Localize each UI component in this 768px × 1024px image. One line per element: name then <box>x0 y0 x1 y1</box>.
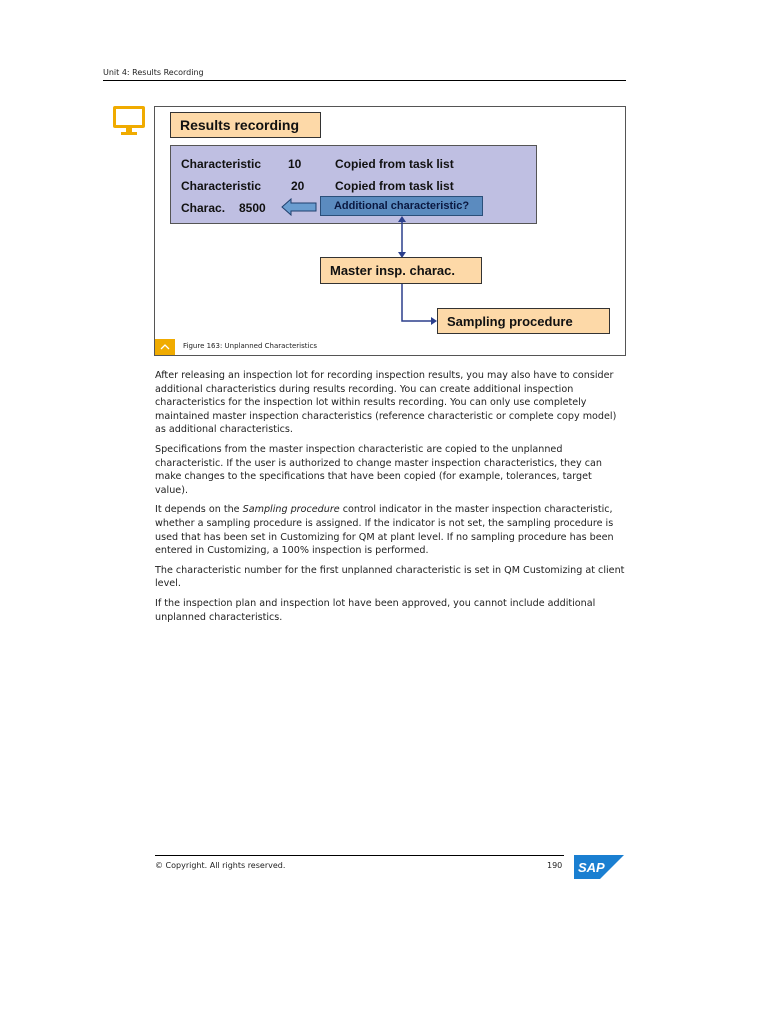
row3-number: 8500 <box>239 201 266 215</box>
row3-label: Charac. <box>181 201 226 215</box>
master-insp-charac-box: Master insp. charac. <box>320 257 482 284</box>
row2-label: Characteristic <box>181 179 262 193</box>
paragraph-3-rest: control indicator in the master inspection characteristic, whether a sampling procedure is assigned. If the indicator is not set, the sampling procedure is used that has been set in Customizing for QM at plant level. If no sampling procedure has been entered in Customizing, a 100% inspection is performed. <box>155 504 614 557</box>
paragraph-2: Specifications from the master inspection characteristic are copied to the unplanned characteristic. If the user is authorized to change master inspection characteristics, they can make changes to the specifications that have been copied (for example, tolerances, target value). <box>155 443 602 496</box>
paragraph-4: The characteristic number for the first unplanned characteristic is set in QM Customizing at client level. <box>155 564 625 590</box>
figure-caption: Figure 163: Unplanned Characteristics <box>183 342 317 350</box>
caret-up-icon[interactable] <box>155 339 175 355</box>
arrow-left-icon <box>281 198 317 216</box>
sampling-procedure-term: Sampling procedure <box>242 504 340 516</box>
row1-number: 10 <box>288 157 302 171</box>
paragraph-3-start: It depends on the <box>155 504 243 516</box>
connector-vertical-arrow <box>395 216 409 258</box>
header-divider <box>103 80 626 81</box>
paragraph-5: If the inspection plan and inspection lot have been approved, you cannot include additional unplanned characteristics. <box>155 597 596 623</box>
page-header-unit: Unit 4: Results Recording <box>103 68 204 77</box>
sap-logo-text: SAP <box>578 860 605 875</box>
figure-caption-bar <box>155 339 625 355</box>
body-text <box>155 369 625 630</box>
paragraph-1: After releasing an inspection lot for recording inspection results, you may also have to consider additional characteristics during results recording. You can create additional inspection characteristics for the inspection lot within results recording. You can only use completely maintained master inspection characteristics (reference characteristic or complete copy model) as additional characteristics. <box>155 370 617 436</box>
results-recording-box: Results recording <box>170 112 321 138</box>
monitor-icon <box>113 106 145 136</box>
paragraph-3 <box>155 503 625 557</box>
row1-source: Copied from task list <box>335 157 454 171</box>
page-number: 190 <box>547 861 563 870</box>
sampling-procedure-box: Sampling procedure <box>437 308 610 334</box>
row2-source: Copied from task list <box>335 179 454 193</box>
row2-number: 20 <box>291 179 305 193</box>
sap-logo <box>574 855 624 879</box>
footer-divider <box>155 855 564 856</box>
additional-characteristic-box: Additional characteristic? <box>320 196 483 216</box>
footer-copyright: © Copyright. All rights reserved. <box>155 861 286 870</box>
row1-label: Characteristic <box>181 157 262 171</box>
connector-elbow-arrow <box>396 284 440 328</box>
